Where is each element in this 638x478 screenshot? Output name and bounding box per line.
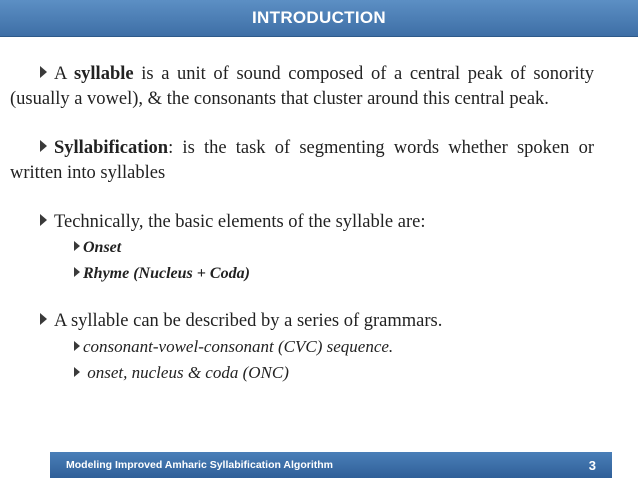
bullet-grammars: [10, 309, 594, 334]
sub-bullet-arrow-icon: [74, 367, 80, 377]
subitem-cvc: [74, 334, 594, 360]
slide-content: [10, 62, 594, 386]
sub-bullet-arrow-icon: [74, 341, 80, 351]
onc-text: onset, nucleus & coda (ONC): [87, 363, 289, 382]
bullet-arrow-icon: [40, 66, 47, 78]
rhyme-text: Rhyme (Nucleus + Coda): [83, 265, 250, 282]
slide-title-bar: [0, 0, 638, 37]
footer-title: Modeling Improved Amharic Syllabification Algorithm: [66, 459, 334, 471]
sub-bullet-arrow-icon: [74, 241, 80, 251]
bullet-prefix: A: [54, 64, 74, 84]
sub-bullet-arrow-icon: [74, 267, 80, 277]
slide-title: INTRODUCTION: [252, 8, 386, 27]
bullet-basic-elements: [10, 210, 594, 235]
subitem-rhyme: [74, 261, 594, 287]
syllable-definition-text: is a unit of sound composed of a central peak of sonority (usually a vowel), & the consonants that cluster around this central peak.: [10, 64, 594, 109]
bullet-arrow-icon: [40, 214, 47, 226]
grammars-text: A syllable can be described by a series of grammars.: [54, 311, 443, 331]
basic-elements-text: Technically, the basic elements of the syllable are:: [54, 212, 426, 232]
page-number: 3: [588, 457, 596, 473]
syllabification-definition-text: : is the task of segmenting words whether spoken or written into syllables: [10, 138, 594, 183]
bullet-syllable-definition: [10, 62, 594, 112]
bullet-arrow-icon: [40, 140, 47, 152]
slide-footer: [50, 452, 612, 478]
term-syllable: syllable: [73, 64, 134, 84]
onset-text: Onset: [83, 239, 122, 256]
subitem-onset: [74, 235, 594, 261]
subitem-onc: [74, 360, 594, 386]
term-syllabification: Syllabification: [54, 138, 169, 158]
bullet-arrow-icon: [40, 313, 47, 325]
cvc-text: consonant-vowel-consonant (CVC) sequence.: [83, 337, 394, 356]
bullet-syllabification-definition: [10, 136, 594, 186]
